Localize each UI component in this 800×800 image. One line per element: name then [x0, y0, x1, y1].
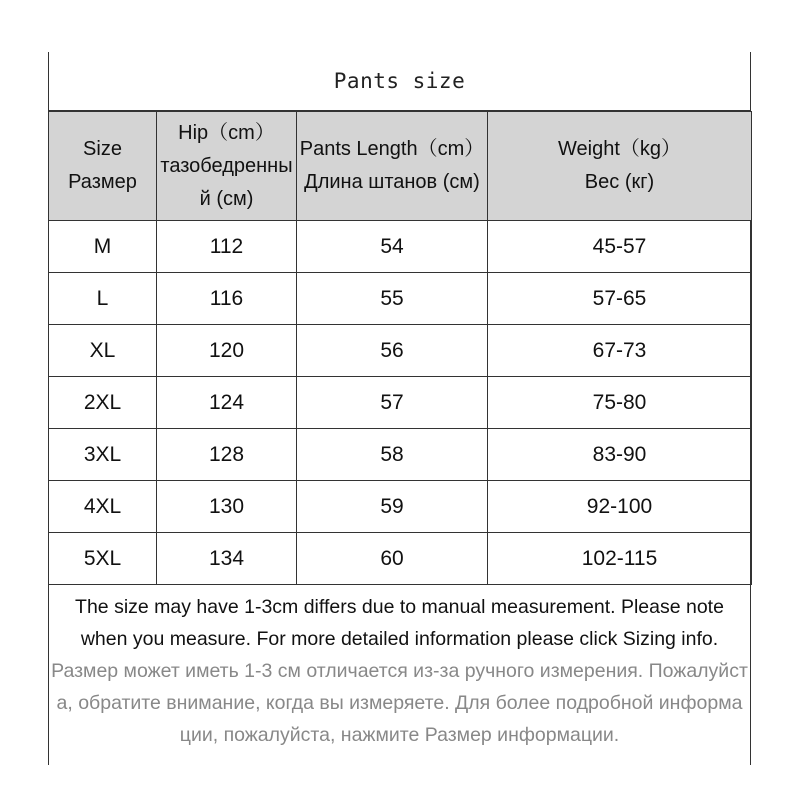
table-row: [49, 221, 752, 273]
table-header-row: [49, 112, 752, 221]
cell-weight: 75-80: [488, 377, 752, 429]
cell-length: 55: [297, 273, 488, 325]
cell-weight: 45-57: [488, 221, 752, 273]
cell-length: 54: [297, 221, 488, 273]
size-chart: [48, 52, 751, 765]
cell-hip: 116: [157, 273, 297, 325]
cell-length: 58: [297, 429, 488, 481]
header-pants-length: Pants Length（cm） Длина штанов (см): [297, 112, 488, 221]
cell-weight: 83-90: [488, 429, 752, 481]
cell-weight: 67-73: [488, 325, 752, 377]
size-table: [48, 111, 752, 585]
cell-hip: 120: [157, 325, 297, 377]
measurement-note: [49, 587, 750, 751]
cell-length: 56: [297, 325, 488, 377]
cell-weight: 102-115: [488, 533, 752, 585]
table-row: [49, 429, 752, 481]
chart-title: Pants size: [49, 52, 750, 111]
cell-weight: 92-100: [488, 481, 752, 533]
table-row: [49, 533, 752, 585]
cell-hip: 134: [157, 533, 297, 585]
note-english: The size may have 1-3cm differs due to manual measurement. Please note when you measure. For more detailed information please click Sizing info.: [75, 596, 724, 650]
cell-hip: 128: [157, 429, 297, 481]
cell-hip: 112: [157, 221, 297, 273]
header-size: Size Размер: [49, 112, 157, 221]
header-hip: Hip（cm） тазобедренны й (см): [157, 112, 297, 221]
cell-length: 59: [297, 481, 488, 533]
cell-size: 3XL: [49, 429, 157, 481]
cell-size: XL: [49, 325, 157, 377]
cell-size: 4XL: [49, 481, 157, 533]
cell-hip: 130: [157, 481, 297, 533]
note-russian: Размер может иметь 1-3 см отличается из-за ручного измерения. Пожалуйста, обратите внимание, когда вы измеряете. Для более подробной информации, пожалуйста, нажмите Размер информации.: [51, 660, 748, 746]
table-row: [49, 325, 752, 377]
cell-size: 2XL: [49, 377, 157, 429]
table-row: [49, 481, 752, 533]
cell-length: 57: [297, 377, 488, 429]
cell-weight: 57-65: [488, 273, 752, 325]
cell-hip: 124: [157, 377, 297, 429]
cell-size: L: [49, 273, 157, 325]
table-row: [49, 273, 752, 325]
cell-size: M: [49, 221, 157, 273]
table-row: [49, 377, 752, 429]
cell-size: 5XL: [49, 533, 157, 585]
header-weight: Weight（kg） Вес (кг): [488, 112, 752, 221]
cell-length: 60: [297, 533, 488, 585]
